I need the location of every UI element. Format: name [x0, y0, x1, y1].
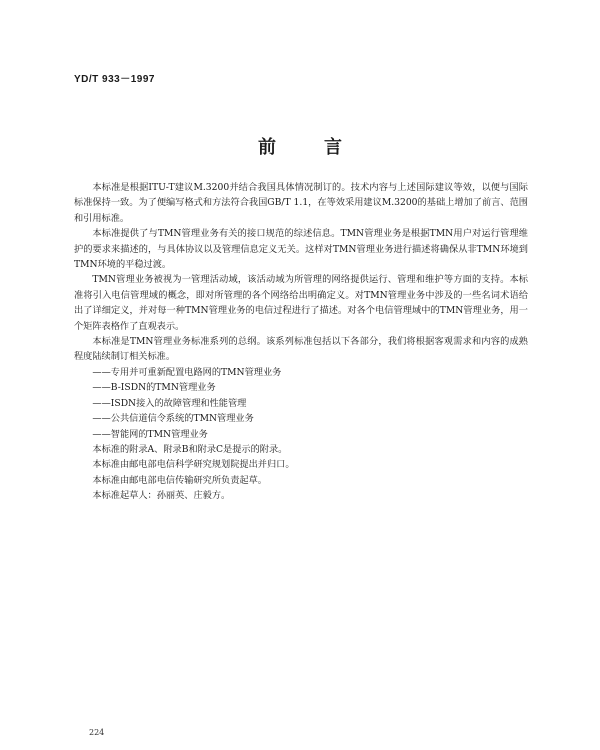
- paragraph: TMN管理业务被视为一管理活动域，该活动域为所管理的网络提供运行、管理和维护等方面的支持。本标准将引入电信管理域的概念，即对所管理的各个网络给出明确定义。对TMN管理业务中涉及的一些名词术语给出了详细定义，并对每一种TMN管理业务的电信过程进行了描述。对各个电信管理域中的TMN管理业务，用一个矩阵表格作了直观表示。: [74, 274, 528, 332]
- list-item: ——公共信道信令系统的TMN管理业务: [92, 413, 254, 425]
- paragraph: 本标准是根据ITU-T建议M.3200并结合我国具体情况制订的。技术内容与上述国际建议等效，以便与国际标准保持一致。为了便编写格式和方法符合我国GB/T 1.1，在等效采用建议M.3200的基础上增加了前言、范围和引用标准。: [74, 182, 528, 224]
- list-item: ——智能网的TMN管理业务: [92, 428, 208, 440]
- closing-line: 本标准的附录A、附录B和附录C是提示的附录。: [92, 443, 288, 455]
- list-item: ——B-ISDN的TMN管理业务: [92, 382, 216, 394]
- document-body: [74, 180, 528, 504]
- closing-line: 本标准起草人：孙丽英、庄毅方。: [92, 490, 231, 502]
- paragraph: 本标准提供了与TMN管理业务有关的接口规范的综述信息。TMN管理业务是根据TMN用户对运行管理维护的要求来描述的，与具体协议以及管理信息定义无关。这样对TMN管理业务进行描述将确保从非TMN环境到TMN环境的平稳过渡。: [74, 228, 528, 271]
- page-title: 前言: [258, 137, 390, 158]
- document-code: YD/T 933－1997: [74, 74, 155, 85]
- paragraph: 本标准是TMN管理业务标准系列的总纲。该系列标准包括以下各部分，我们将根据客观需求和内容的成熟程度陆续制订相关标准。: [74, 336, 528, 363]
- list-item: ——ISDN接入的故障管理和性能管理: [92, 397, 247, 409]
- closing-line: 本标准由邮电部电信传输研究所负责起草。: [92, 474, 267, 486]
- closing-line: 本标准由邮电部电信科学研究规划院提出并归口。: [92, 459, 295, 471]
- page-number: 224: [89, 728, 105, 737]
- list-item: ——专用并可重新配置电路网的TMN管理业务: [92, 366, 282, 378]
